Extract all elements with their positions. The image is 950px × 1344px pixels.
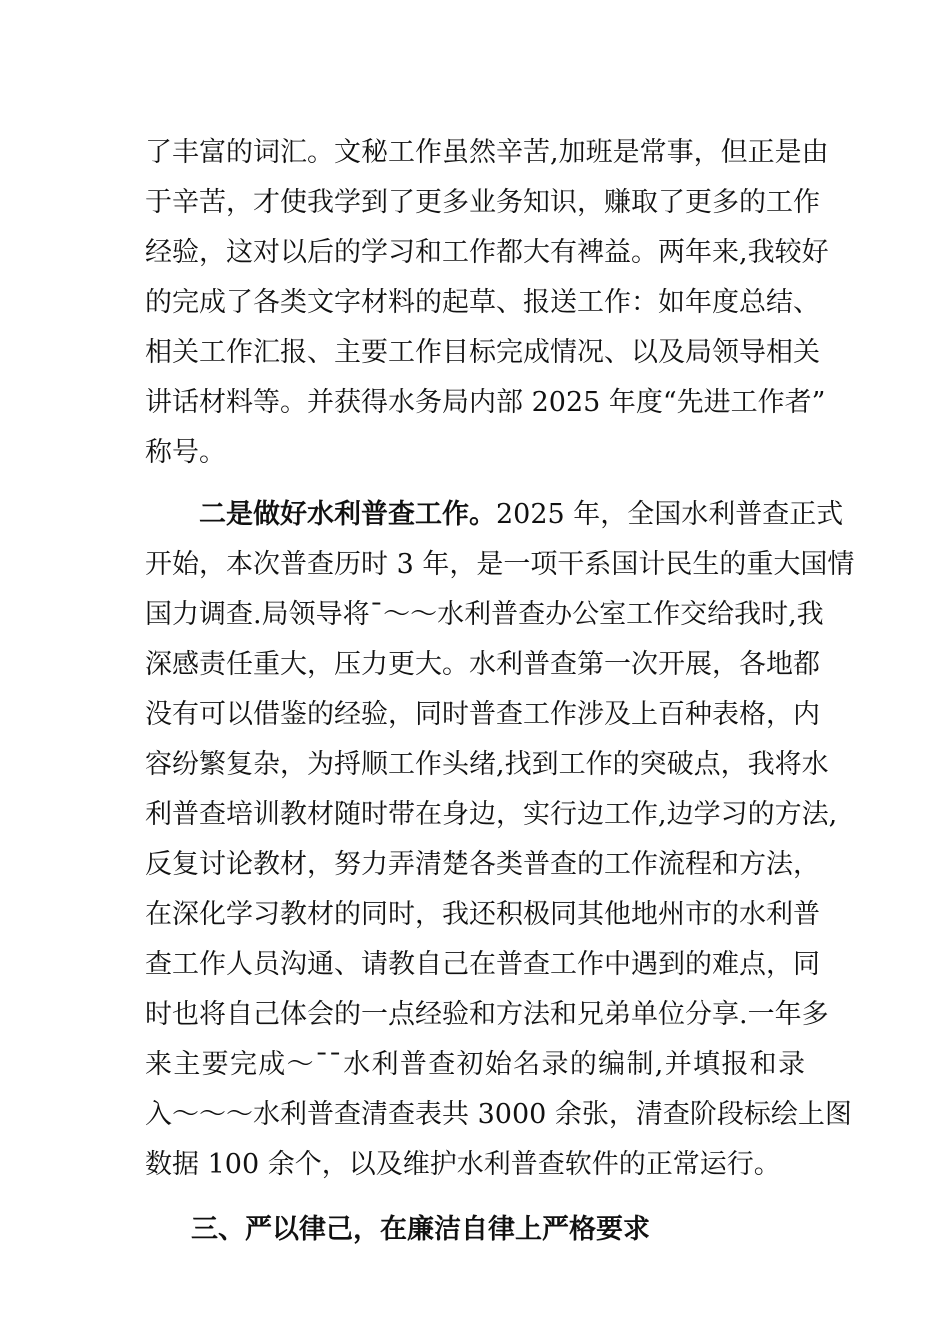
text-line: 在深化学习教材的同时，我还积极同其他地州市的水利普 bbox=[145, 899, 820, 930]
paragraph-gap bbox=[145, 1190, 810, 1202]
text-line: 反复讨论教材，努力弄清楚各类普查的工作流程和方法， bbox=[145, 849, 820, 880]
text-line: 查工作人员沟通、请教自己在普查工作中遇到的难点，同 bbox=[145, 949, 820, 980]
text-line: 时也将自己体会的一点经验和方法和兄弟单位分享.一年多 bbox=[145, 999, 829, 1030]
text-line: 称号。 bbox=[145, 437, 226, 468]
text-line: 于辛苦，才使我学到了更多业务知识，赚取了更多的工作 bbox=[145, 187, 820, 218]
text-line: 国力调查.局领导将¯～～水利普查办公室工作交给我时,我 bbox=[145, 599, 824, 630]
text-line bbox=[145, 490, 844, 540]
paragraph-lead-rest: 2025 年，全国水利普查正式 bbox=[496, 499, 844, 530]
text-line: 了丰富的词汇。文秘工作虽然辛苦,加班是常事，但正是由 bbox=[145, 137, 829, 168]
text-line: 讲话材料等。并获得水务局内部 2025 年度“先进工作者” bbox=[145, 387, 826, 418]
text-line: 利普查培训教材随时带在身边，实行边工作,边学习的方法, bbox=[145, 799, 838, 830]
paragraph-2 bbox=[145, 490, 855, 1190]
text-line: 没有可以借鉴的经验，同时普查工作涉及上百种表格，内 bbox=[145, 699, 820, 730]
text-line: 开始，本次普查历时 3 年，是一项干系国计民生的重大国情 bbox=[145, 549, 855, 580]
text-line: 的完成了各类文字材料的起草、报送工作：如年度总结、 bbox=[145, 287, 820, 318]
section-heading: 三、严以律己，在廉洁自律上严格要求 bbox=[191, 1214, 650, 1245]
text-line: 深感责任重大，压力更大。水利普查第一次开展，各地都 bbox=[145, 649, 820, 680]
paragraph-lead-bold: 二是做好水利普查工作。 bbox=[199, 499, 496, 530]
text-line: 容纷繁复杂，为捋顺工作头绪,找到工作的突破点，我将水 bbox=[145, 749, 829, 780]
paragraph-gap bbox=[145, 478, 810, 490]
document-body bbox=[145, 128, 855, 1258]
text-line: 数据 100 余个，以及维护水利普查软件的正常运行。 bbox=[145, 1149, 781, 1180]
text-line: 来主要完成～¯¯水利普查初始名录的编制,并填报和录 bbox=[145, 1049, 805, 1080]
paragraph-1 bbox=[145, 128, 829, 478]
text-line: 经验，这对以后的学习和工作都大有裨益。两年来,我较好 bbox=[145, 237, 829, 268]
text-line: 入～～～水利普查清查表共 3000 余张，清查阶段标绘上图 bbox=[145, 1099, 852, 1130]
text-line: 相关工作汇报、主要工作目标完成情况、以及局领导相关 bbox=[145, 337, 820, 368]
